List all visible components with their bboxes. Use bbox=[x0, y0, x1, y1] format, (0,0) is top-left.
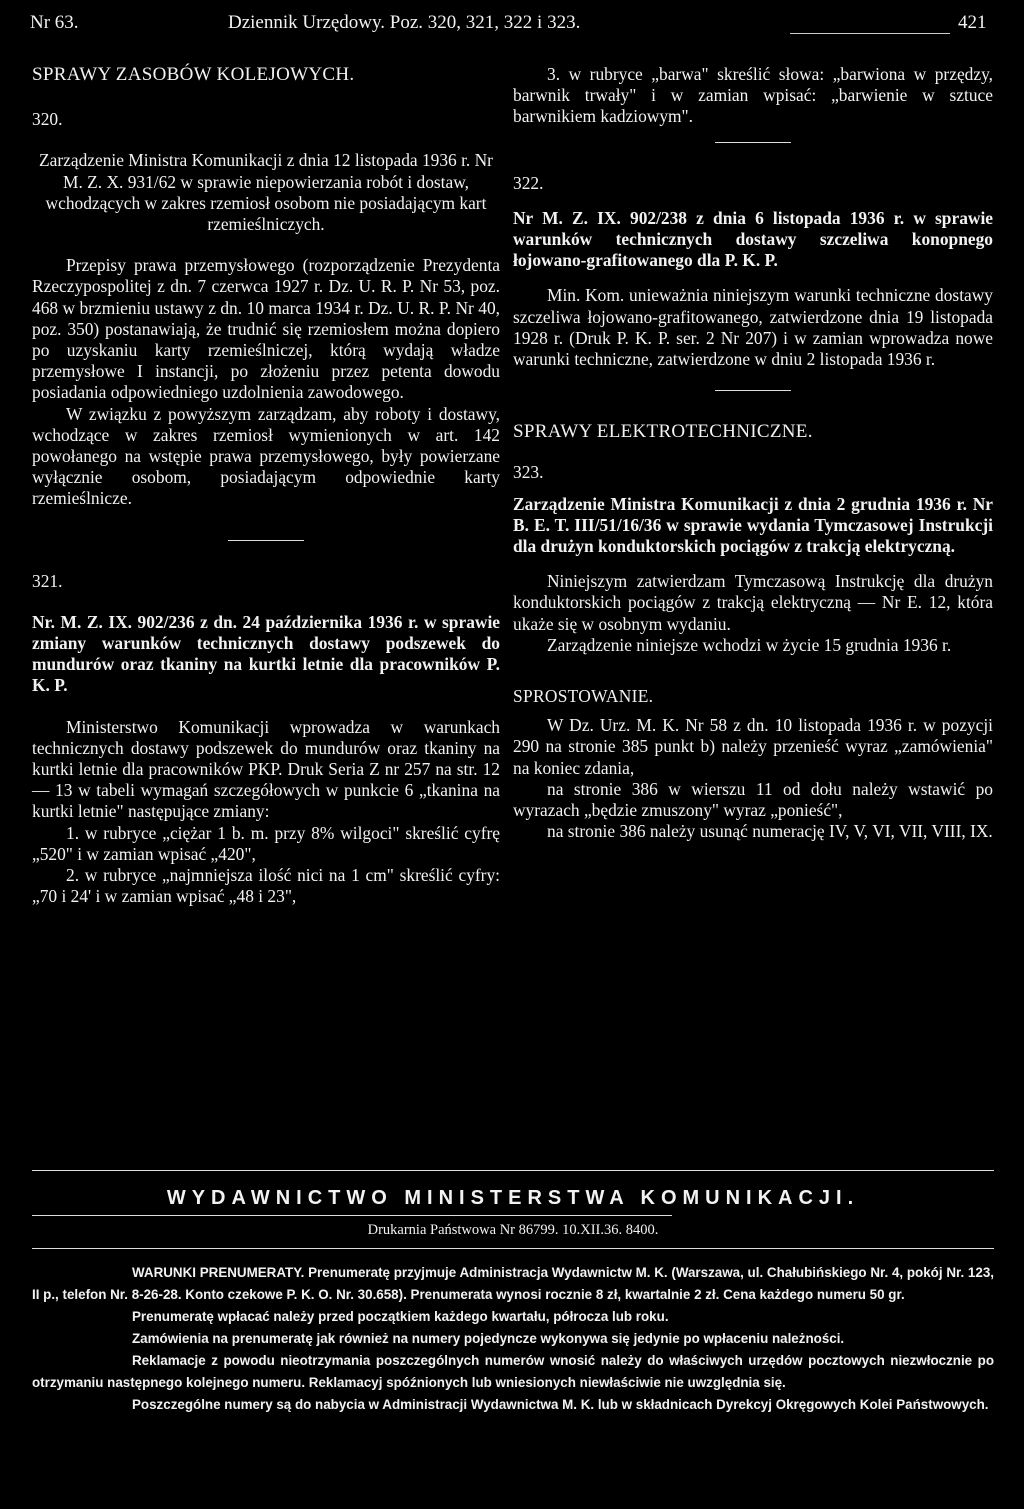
list-item-321-1: 1. w rubryce „ciężar 1 b. m. przy 8% wilgoci" skreślić cyfrę „520" i w zamian wpisać „420", bbox=[32, 822, 500, 864]
position-number-321: 321. bbox=[32, 570, 63, 591]
publisher-rule bbox=[32, 1215, 672, 1216]
correction-paragraph-2: na stronie 386 w wierszu 11 od dołu należy wstawić po wyrazach „będzie zmuszony" wyraz „ponieść", bbox=[513, 778, 993, 821]
right-column bbox=[513, 64, 993, 842]
correction-paragraph-1: W Dz. Urz. M. K. Nr 58 z dn. 10 listopada 1936 r. w pozycji 290 na stronie 385 punkt b) należy przenieść wyraz „zamówienia" na koniec zdania, bbox=[513, 715, 993, 778]
paragraph-320-1: Przepisy prawa przemysłowego (rozporządzenie Prezydenta Rzeczypospolitej z dn. 7 czerwca 1927 r. Dz. U. R. P. Nr 53, poz. 468 w brzmieniu ustawy z dn. 10 marca 1934 r. Dz. U. R. P. Nr 40, poz. 350) postanawiają, że trudnić się rzemiosłem można dopiero po uzyskaniu karty rzemieślniczej, którą wydają władze przemysłowe I instancji, po złożeniu przez petenta dowodu posiadania odpowiedniego uzdolnienia zawodowego. bbox=[32, 255, 500, 403]
publisher-name: WYDAWNICTWO MINISTERSTWA KOMUNIKACJI. bbox=[166, 1187, 860, 1209]
issue-number: Nr 63. bbox=[30, 12, 79, 33]
paragraph-320-2: W związku z powyższym zarządzam, aby roboty i dostawy, wchodzące w zakres rzemiosł wymienionych w art. 142 powołanego na wstępie prawa przemysłowego, były powierzane wyłącznie osobom, posiadającym odpowiednie karty rzemieślnicze. bbox=[32, 403, 500, 509]
page-number: 421 bbox=[958, 12, 987, 33]
terms-paragraph-5: Poszczególne numery są do nabycia w Administracji Wydawnictwa M. K. lub w składnicach Dyrekcyj Okręgowych Kolei Państwowych. bbox=[132, 1397, 989, 1412]
order-title-320: Zarządzenie Ministra Komunikacji z dnia 12 listopada 1936 r. Nr M. Z. X. 931/62 w sprawie niepowierzania robót i dostaw, wchodzących w zakres rzemiosł osobom nie posiadającym kart rzemieślniczych. bbox=[39, 150, 493, 235]
position-number-320: 320. bbox=[32, 109, 63, 130]
list-item-321-3: 3. w rubryce „barwa" skreślić słowa: „barwiona w przędzy, barwnik trwały" i w zamian wpisać: „barwienie w sztuce barwnikiem kadziowym". bbox=[513, 64, 993, 127]
page-header bbox=[30, 12, 994, 38]
order-title-321: Nr. M. Z. IX. 902/236 z dn. 24 października 1936 r. w sprawie zmiany warunków technicznych dostawy podszewek do mundurów oraz tkaniny na kurtki letnie dla pracowników P. K. P. bbox=[32, 611, 500, 696]
position-number-323: 323. bbox=[513, 462, 544, 483]
order-title-323: Zarządzenie Ministra Komunikacji z dnia 2 grudnia 1936 r. Nr B. E. T. III/51/16/36 w sprawie wydania Tymczasowej Instrukcji dla drużyn konduktorskich pociągów z trakcją elektryczną. bbox=[513, 493, 993, 557]
position-number-322: 322. bbox=[513, 172, 544, 193]
section-title-electrotechnical: SPRAWY ELEKTROTECHNICZNE. bbox=[513, 421, 813, 443]
footer-top-rule bbox=[32, 1170, 994, 1171]
correction-paragraph-3: na stronie 386 należy usunąć numerację IV, V, VI, VII, VIII, IX. bbox=[547, 821, 993, 842]
paragraph-323-1: Niniejszym zatwierdzam Tymczasową Instrukcję dla drużyn konduktorskich pociągów z trakcją elektryczną — Nr E. 12, która ukaże się w osobnym wydaniu. bbox=[513, 571, 993, 634]
paragraph-321-1: Ministerstwo Komunikacji wprowadza w warunkach technicznych dostawy podszewek do mundurów oraz tkaniny na kurtki letnie dla pracowników PKP. Druk Seria Z nr 257 na str. 12 — 13 w tabeli wymagań szczegółowych w punkcie 6 „tkanina na kurtki letnie" następujące zmiany: bbox=[32, 716, 500, 822]
correction-title: SPROSTOWANIE. bbox=[513, 686, 654, 707]
subscription-terms bbox=[32, 1262, 994, 1416]
section-title-railway-assets: SPRAWY ZASOBÓW KOLEJOWYCH. bbox=[32, 64, 355, 85]
journal-title: Dziennik Urzędowy. Poz. 320, 321, 322 i 323. bbox=[228, 12, 581, 33]
paragraph-322-1: Min. Kom. unieważnia niniejszym warunki techniczne dostawy szczeliwa łojowano-grafitowanego, zatwierdzone dnia 19 listopada 1928 r. (Druk P. K. P. ser. 2 Nr 207) i w zamian wprowadza nowe warunki techniczne, zatwierdzone w dniu 2 listopada 1936 r. bbox=[513, 285, 993, 370]
left-column bbox=[32, 64, 500, 908]
list-item-321-2: 2. w rubryce „najmniejsza ilość nici na 1 cm" skreślić cyfry: „70 i 24' i w zamian wpisać „48 i 23", bbox=[32, 865, 500, 907]
terms-paragraph-2: Prenumeratę wpłacać należy przed początkiem każdego kwartału, półrocza lub roku. bbox=[132, 1309, 669, 1324]
paragraph-323-2: Zarządzenie niniejsze wchodzi w życie 15 grudnia 1936 r. bbox=[547, 634, 952, 655]
terms-paragraph-4: Reklamacje z powodu nieotrzymania poszczególnych numerów wnosić należy do właściwych urzędów pocztowych niezwłocznie po otrzymaniu następnego kolejnego numeru. Reklamacyj spóźnionych lub wniesionych niewłaściwie nie uwzględnia się. bbox=[32, 1353, 994, 1390]
header-rule bbox=[790, 33, 950, 34]
order-title-322: Nr M. Z. IX. 902/238 z dnia 6 listopada 1936 r. w sprawie warunków technicznych dostawy szczeliwa konopnego łojowano-grafitowanego dla P. K. P. bbox=[513, 207, 993, 271]
footer-bottom-rule bbox=[32, 1248, 994, 1249]
printer-line: Drukarnia Państwowa Nr 86799. 10.XII.36. 8400. bbox=[367, 1222, 659, 1238]
terms-paragraph-3: Zamówienia na prenumeratę jak również na numery pojedyncze wykonywa się jedynie po wpłaceniu należności. bbox=[132, 1331, 845, 1346]
terms-paragraph-1: WARUNKI PRENUMERATY. Prenumeratę przyjmuje Administracja Wydawnictw M. K. (Warszawa, ul. Chałubińskiego Nr. 4, pokój Nr. 123, II p., telefon Nr. 8-26-28. Konto czekowe P. K. O. Nr. 30.658). Prenumerata wynosi rocznie 8 zł, kwartalnie 2 zł. Cena każdego numeru 50 gr. bbox=[32, 1265, 994, 1302]
